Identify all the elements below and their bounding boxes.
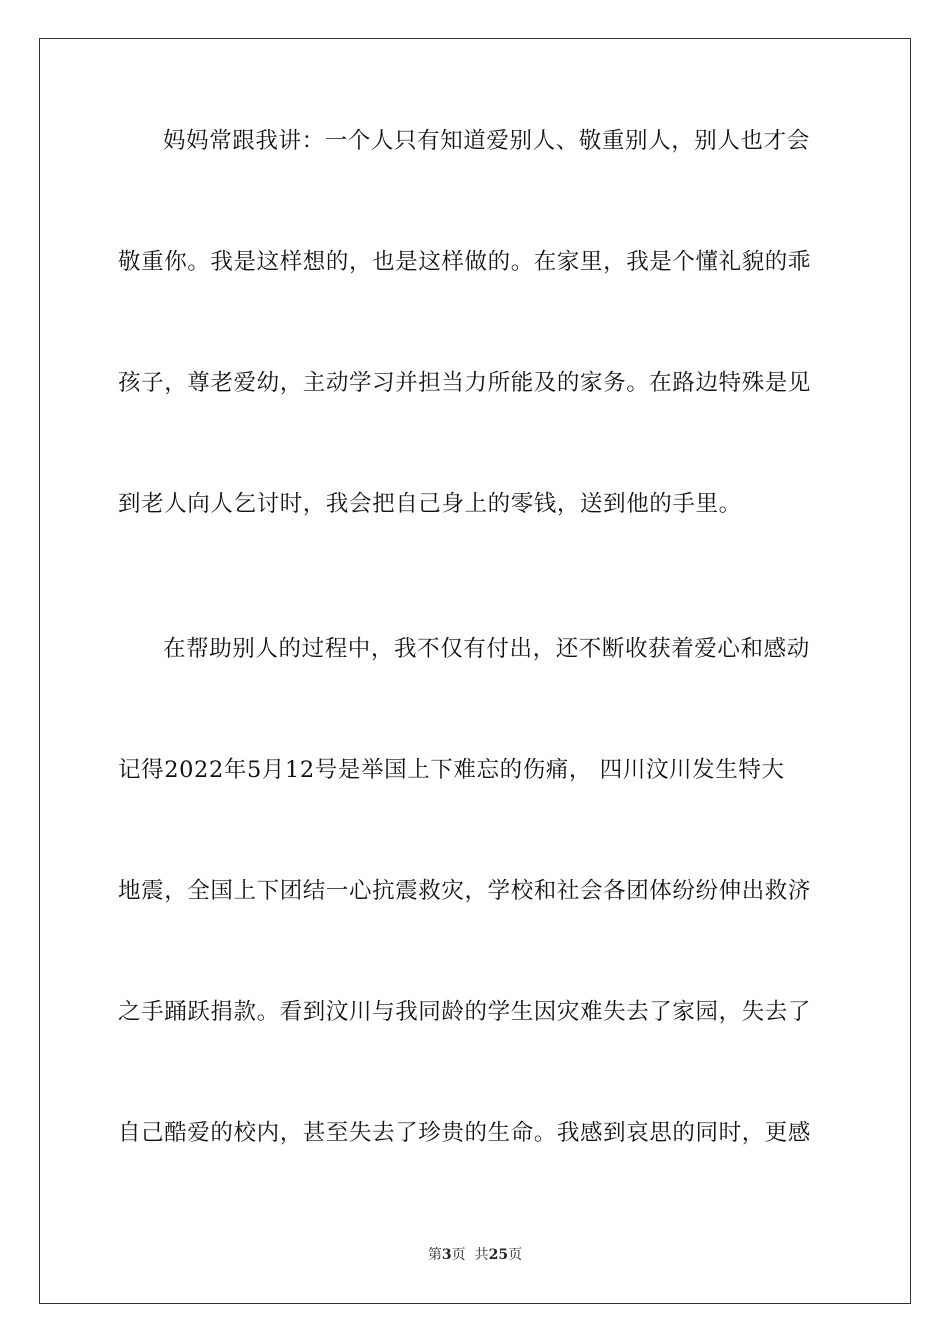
page-current: 3 [441,1247,452,1263]
page-total: 25 [488,1247,509,1263]
paragraph-line: 敬重你。我是这样想的，也是这样做的。在家里，我是个懂礼貌的乖 [118,249,812,275]
page-border [39,38,911,1304]
paragraph-line: 在帮助别人的过程中，我不仅有付出，还不断收获着爱心和感动 [163,636,810,662]
paragraph-line: 到老人向人乞讨时，我会把自己身上的零钱，送到他的手里。 [118,491,742,517]
paragraph-line: 妈妈常跟我讲：一个人只有知道爱别人、敬重别人，别人也才会 [163,128,810,154]
paragraph-line: 之手踊跃捐款。看到汶川与我同龄的学生因灾难失去了家园，失去了 [118,999,812,1025]
page-prefix: 第 [427,1247,442,1263]
page-suffix: 页 [508,1247,523,1263]
paragraph-line: 自己酷爱的校内，甚至失去了珍贵的生命。我感到哀思的同时，更感 [118,1120,812,1146]
paragraph-line: 地震，全国上下团结一心抗震救灾，学校和社会各团体纷纷伸出救济 [118,878,812,904]
paragraph-line: 记得2022年5月12号是举国上下难忘的伤痛， 四川汶川发生特大 [118,757,785,783]
paragraph-line: 孩子，尊老爱幼，主动学习并担当力所能及的家务。在路边特殊是见 [118,370,812,396]
page-footer [0,1246,950,1264]
page-mid: 页 共 [451,1247,489,1263]
